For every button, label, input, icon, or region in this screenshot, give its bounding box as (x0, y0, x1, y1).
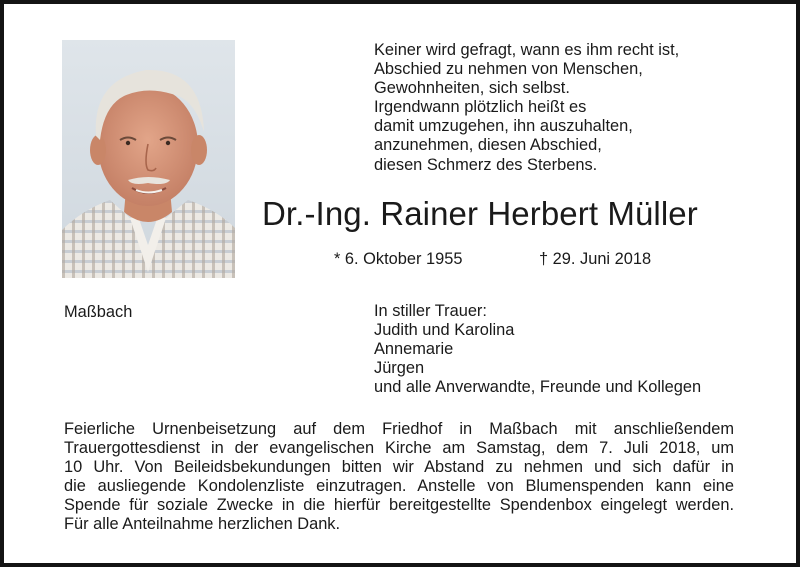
mourners-list (374, 302, 754, 397)
notice-line: Für alle Anteilnahme herzlichen Dank. (64, 515, 341, 534)
portrait-photo (62, 40, 235, 278)
poem (374, 41, 754, 175)
notice-line: die ausliegende Kondolenzliste einzutragen. Anstelle von Blumenspenden kann eine (64, 477, 734, 496)
notice-line: 10 Uhr. Von Beileidsbekundungen bitten wir Abstand zu nehmen und sich dafür in (64, 458, 734, 477)
funeral-notice (64, 420, 734, 535)
poem-line: Keiner wird gefragt, wann es ihm recht ist, (374, 41, 680, 59)
mourners-line: In stiller Trauer: (374, 302, 487, 320)
poem-line: damit umzugehen, ihn auszuhalten, (374, 117, 633, 136)
mourners-line: und alle Anverwandte, Freunde und Kollegen (374, 378, 702, 397)
poem-line: anzunehmen, diesen Abschied, (374, 136, 602, 155)
mourners-line: Judith und Karolina (374, 321, 515, 340)
notice-line: Trauergottesdienst in der evangelischen Kirche am Samstag, dem 7. Juli 2018, um (64, 439, 734, 458)
notice-line: Feierliche Urnenbeisetzung auf dem Friedhof in Maßbach mit anschließendem (64, 420, 734, 438)
mourners-line: Annemarie (374, 340, 454, 359)
deceased-name: Dr.-Ing. Rainer Herbert Müller (262, 195, 698, 232)
place-name: Maßbach (64, 303, 133, 321)
portrait-illustration (62, 40, 235, 278)
poem-line: Gewohnheiten, sich selbst. (374, 79, 570, 98)
notice-line: Spende für soziale Zwecke in die hierfür bereitgestellte Spendenbox eingelegt werden. (64, 496, 734, 515)
poem-line: Abschied zu nehmen von Menschen, (374, 60, 643, 79)
birth-date: * 6. Oktober 1955 (334, 250, 463, 268)
death-date: † 29. Juni 2018 (539, 250, 652, 268)
poem-line: Irgendwann plötzlich heißt es (374, 98, 587, 117)
poem-line: diesen Schmerz des Sterbens. (374, 155, 598, 174)
mourners-line: Jürgen (374, 359, 425, 378)
